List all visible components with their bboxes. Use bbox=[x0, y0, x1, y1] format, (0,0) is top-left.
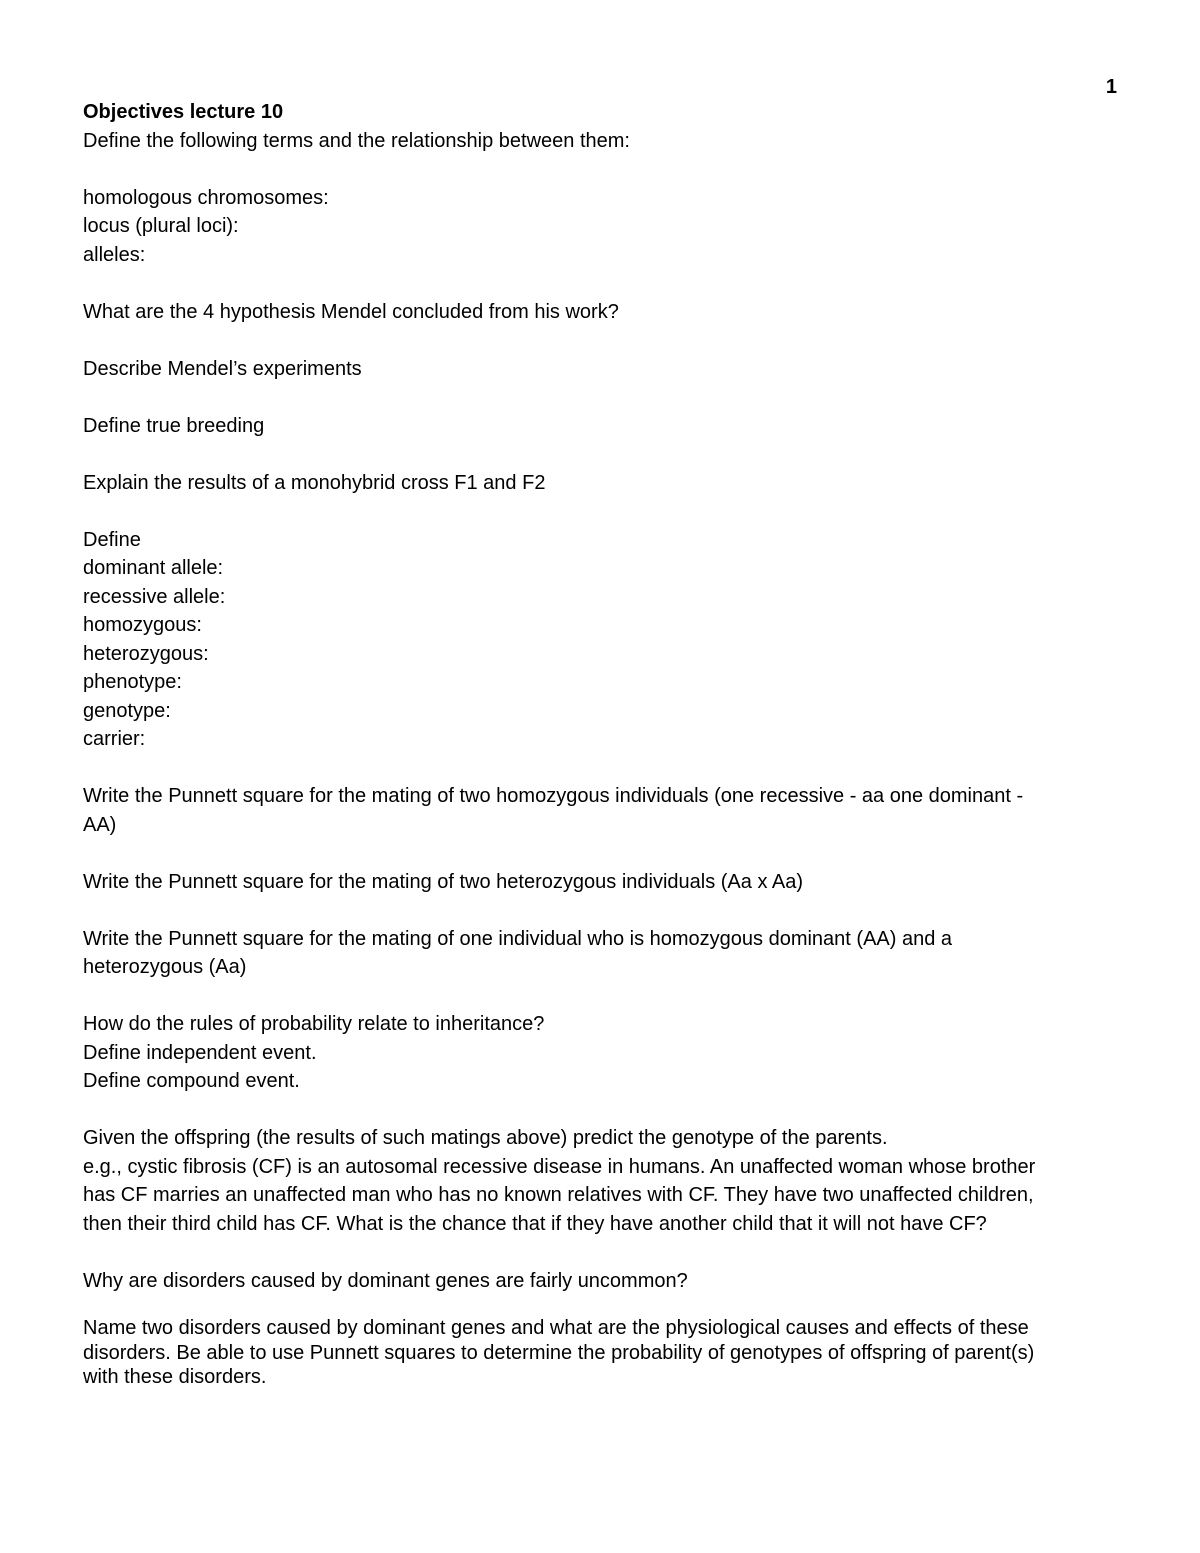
dominant-disorders-paragraph bbox=[83, 1316, 1123, 1390]
punnett-heterozygous: Write the Punnett square for the mating of two heterozygous individuals (Aa x Aa) bbox=[83, 870, 804, 893]
spacer bbox=[83, 754, 1123, 783]
intro-line: Define the following terms and the relationship between them: bbox=[83, 129, 630, 152]
predict-genotype-line: Given the offspring (the results of such matings above) predict the genotype of the parents. bbox=[83, 1127, 888, 1149]
page-number: 1 bbox=[1105, 76, 1117, 98]
spacer bbox=[83, 155, 1123, 184]
question-mendel-experiments: Describe Mendel’s experiments bbox=[83, 357, 362, 380]
term-genotype: genotype: bbox=[83, 699, 171, 722]
punnett-homozygous-line-1: Write the Punnett square for the mating of two homozygous individuals (one recessive - aa one dominant - bbox=[83, 785, 1024, 807]
dominant-disorders-line-3: with these disorders. bbox=[83, 1366, 267, 1388]
term-locus: locus (plural loci): bbox=[83, 215, 239, 237]
dominant-disorders-line-1: Name two disorders caused by dominant genes and what are the physiological causes and effects of these bbox=[83, 1317, 1029, 1339]
dominant-disorders-line-2: disorders. Be able to use Punnett squares to determine the probability of genotypes of offspring of parent(s) bbox=[83, 1341, 1035, 1364]
document-body bbox=[83, 98, 1123, 1390]
spacer bbox=[83, 269, 1123, 298]
spacer bbox=[83, 839, 1123, 868]
term-homologous-chromosomes: homologous chromosomes: bbox=[83, 186, 329, 209]
term-alleles: alleles: bbox=[83, 243, 146, 266]
define-heading: Define bbox=[83, 528, 141, 551]
question-true-breeding: Define true breeding bbox=[83, 414, 265, 437]
term-homozygous: homozygous: bbox=[83, 614, 202, 636]
term-phenotype: phenotype: bbox=[83, 671, 182, 693]
define-compound-event: Define compound event. bbox=[83, 1070, 300, 1092]
question-probability: How do the rules of probability relate to inheritance? bbox=[83, 1013, 545, 1035]
punnett-mixed-line-2: heterozygous (Aa) bbox=[83, 956, 247, 978]
punnett-mixed-line-1: Write the Punnett square for the mating of one individual who is homozygous dominant (AA) and a bbox=[83, 927, 953, 950]
spacer bbox=[83, 383, 1123, 412]
punnett-homozygous-line-2: AA) bbox=[83, 813, 117, 836]
spacer bbox=[83, 1096, 1123, 1125]
spacer bbox=[83, 1295, 1123, 1316]
question-monohybrid-cross: Explain the results of a monohybrid cross F1 and F2 bbox=[83, 471, 546, 494]
cf-example-line-2: has CF marries an unaffected man who has no known relatives with CF. They have two unaffected children, bbox=[83, 1184, 1034, 1206]
cf-example-line-3: then their third child has CF. What is the chance that if they have another child that it will not have CF? bbox=[83, 1212, 987, 1235]
spacer bbox=[83, 982, 1123, 1011]
cf-example-line-1: e.g., cystic fibrosis (CF) is an autosomal recessive disease in humans. An unaffected woman whose brother bbox=[83, 1155, 1036, 1178]
spacer bbox=[83, 896, 1123, 925]
question-mendel-hypothesis: What are the 4 hypothesis Mendel concluded from his work? bbox=[83, 300, 619, 323]
document-title: Objectives lecture 10 bbox=[83, 101, 284, 123]
term-heterozygous: heterozygous: bbox=[83, 642, 209, 665]
term-carrier: carrier: bbox=[83, 728, 146, 750]
spacer bbox=[83, 497, 1123, 526]
spacer bbox=[83, 326, 1123, 355]
spacer bbox=[83, 440, 1123, 469]
term-dominant-allele: dominant allele: bbox=[83, 557, 224, 579]
question-dominant-uncommon: Why are disorders caused by dominant genes are fairly uncommon? bbox=[83, 1269, 688, 1292]
term-recessive-allele: recessive allele: bbox=[83, 585, 226, 608]
spacer bbox=[83, 1238, 1123, 1267]
define-independent-event: Define independent event. bbox=[83, 1041, 317, 1064]
